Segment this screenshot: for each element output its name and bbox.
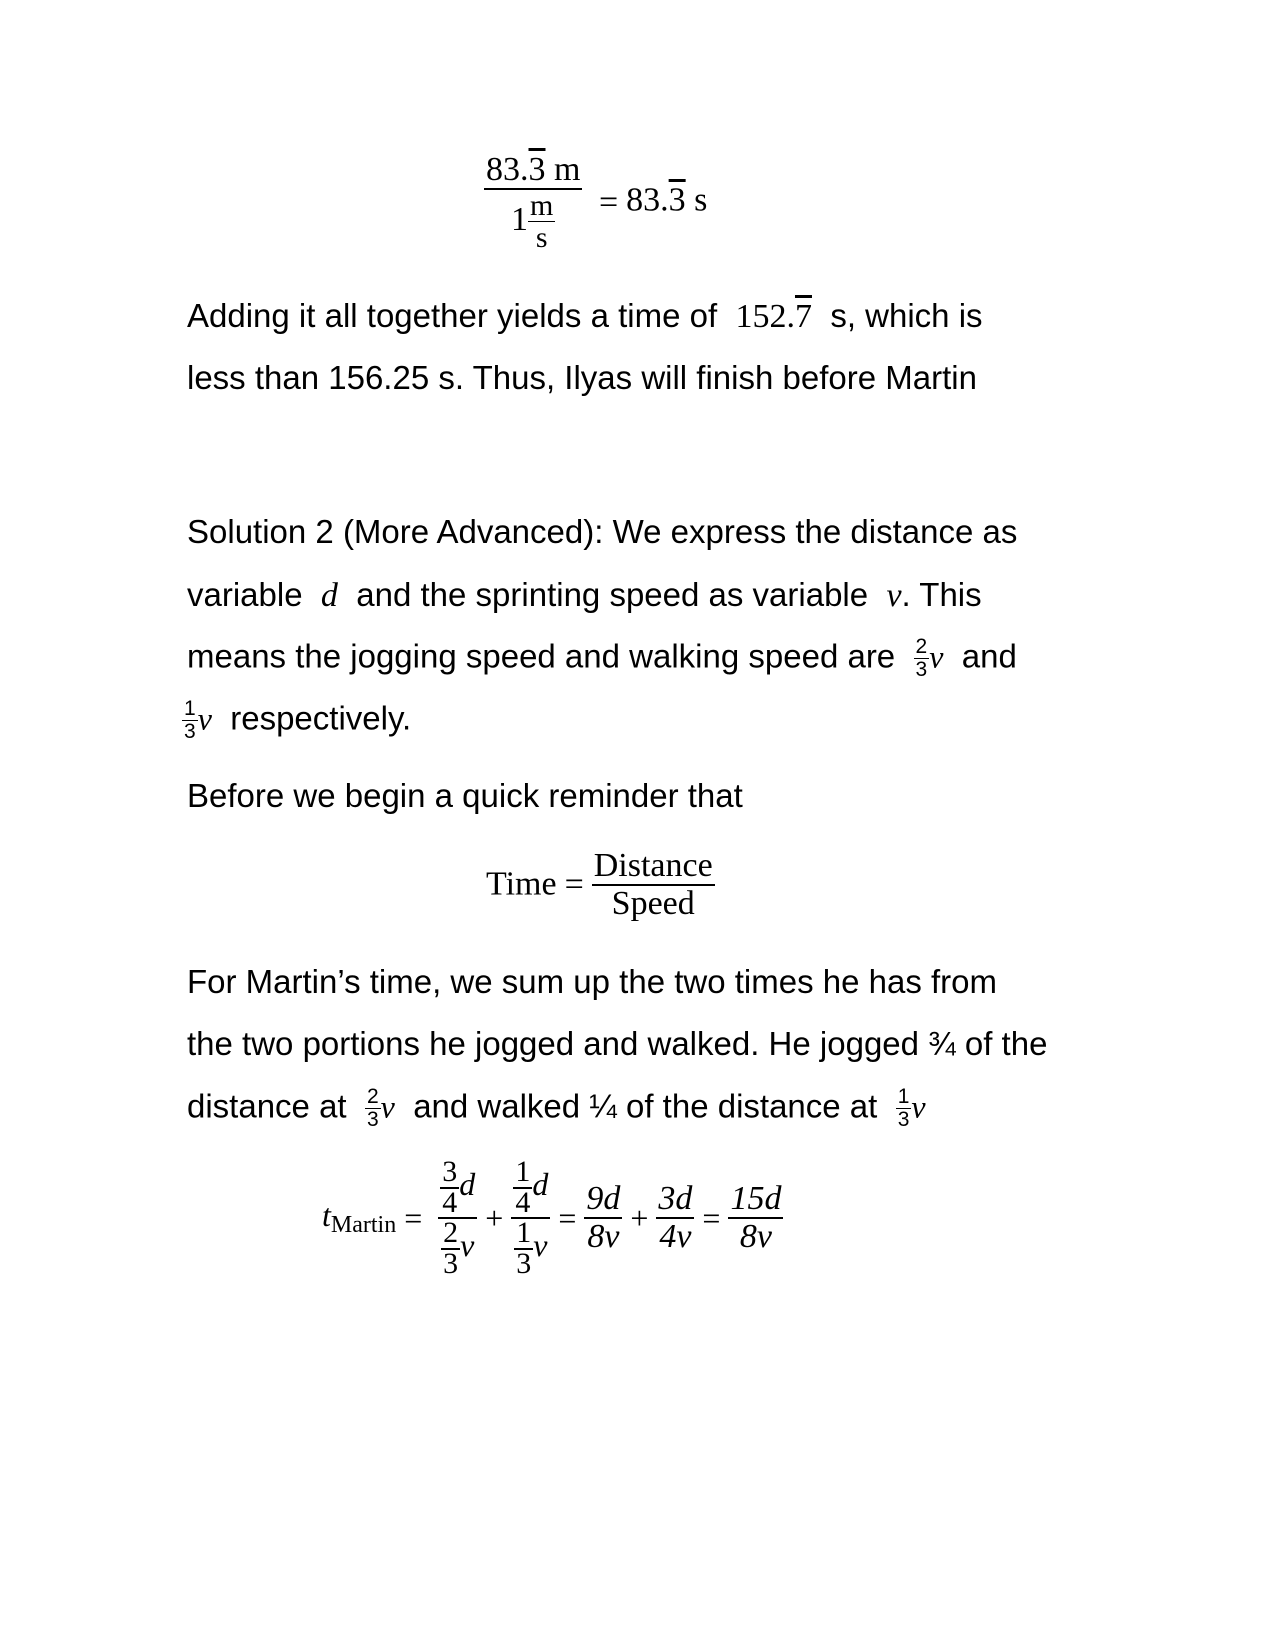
variable-d: d <box>532 1165 549 1202</box>
text-line: less than 156.25 s. Thus, Ilyas will finish before Martin <box>187 359 977 396</box>
numerator: 3d <box>658 1180 693 1218</box>
numerator: 2 <box>915 635 928 658</box>
denominator: 4 <box>442 1185 458 1219</box>
text-line <box>187 636 1017 681</box>
repeating-digit: 3 <box>668 181 686 219</box>
equals-sign: = <box>404 1199 423 1236</box>
text-line: Before we begin a quick reminder that <box>187 777 743 814</box>
text: distance at <box>187 1087 347 1125</box>
fraction-one-quarter <box>513 1155 532 1219</box>
fraction-distance-over-speed <box>484 152 582 254</box>
denominator: 3 <box>516 1246 532 1280</box>
fraction-one-third <box>514 1216 533 1280</box>
numerator <box>438 1155 477 1219</box>
text-line: For Martin’s time, we sum up the two times he has from <box>187 963 997 1000</box>
variable-d: d <box>320 577 338 614</box>
variable-v: v <box>380 1088 395 1125</box>
text-line <box>187 575 982 616</box>
numerator <box>511 1155 550 1219</box>
numerator: 2 <box>366 1085 379 1108</box>
variable-v: v <box>886 577 902 614</box>
denominator: 4v <box>659 1218 692 1255</box>
fraction-15d-8v <box>728 1181 783 1254</box>
fraction-3d-4v <box>656 1181 694 1254</box>
compound-fraction-jog <box>438 1155 477 1280</box>
equation-martin-time <box>322 1155 783 1280</box>
fraction-denominator <box>509 190 557 254</box>
compound-fraction-walk <box>511 1155 550 1280</box>
unit: s <box>535 221 548 255</box>
number: 152. <box>735 298 795 335</box>
text: . This <box>901 576 982 613</box>
equals-sign: = <box>598 183 619 221</box>
fraction-two-thirds <box>914 636 930 681</box>
fraction-three-quarters <box>440 1155 459 1219</box>
t-martin <box>322 1197 397 1238</box>
text: means the jogging speed and walking speed are <box>187 637 896 675</box>
numerator: 2 <box>443 1216 459 1249</box>
repeating-digit: 7 <box>794 298 812 335</box>
unit: m <box>530 188 554 222</box>
denominator: Speed <box>611 884 695 922</box>
text: Adding it all together yields a time of <box>187 297 718 334</box>
unit: m <box>554 151 581 188</box>
equals-sign: = <box>564 865 584 903</box>
denominator <box>512 1216 549 1280</box>
variable-v: v <box>533 1226 548 1263</box>
fraction-9d-8v <box>584 1181 622 1254</box>
denominator <box>439 1216 476 1280</box>
number: 1 <box>511 200 529 238</box>
equals-sign: = <box>558 1199 577 1236</box>
text: and <box>961 637 1017 675</box>
number: 83. <box>486 151 529 188</box>
denominator: 3 <box>184 720 196 744</box>
numerator: 1 <box>184 697 196 720</box>
text: variable <box>187 576 303 613</box>
text-line <box>182 698 411 743</box>
numerator: 9d <box>586 1180 621 1218</box>
text: respectively. <box>230 699 412 737</box>
denominator: 3 <box>443 1246 459 1280</box>
variable-v: v <box>197 700 212 737</box>
text-line: the two portions he jogged and walked. He jogged ¾ of the <box>187 1025 1048 1062</box>
numerator: 1 <box>897 1085 910 1108</box>
variable-v: v <box>911 1088 926 1125</box>
fraction-two-thirds <box>365 1086 381 1131</box>
numerator: Distance <box>593 847 713 884</box>
plus-sign: + <box>485 1199 504 1236</box>
fraction-one-third <box>182 698 198 743</box>
text-line <box>187 296 983 337</box>
denominator: 8v <box>739 1218 772 1255</box>
text: and the sprinting speed as variable <box>356 576 869 613</box>
unit-fraction <box>528 190 555 254</box>
denominator: 8v <box>587 1218 620 1255</box>
subscript-martin: Martin <box>330 1212 397 1238</box>
text: and walked ¼ of the distance at <box>413 1087 878 1125</box>
equation-unit-conversion <box>484 152 707 254</box>
fraction-distance-over-speed <box>592 848 715 921</box>
denominator: 3 <box>915 658 928 682</box>
numerator: 15d <box>730 1180 782 1218</box>
time-label: Time <box>486 865 557 903</box>
denominator: 4 <box>515 1185 531 1219</box>
denominator: 3 <box>897 1108 910 1132</box>
text: s, which is <box>830 297 983 334</box>
repeating-digit: 3 <box>528 151 546 188</box>
numerator: 1 <box>516 1216 532 1249</box>
variable-v: v <box>929 638 944 675</box>
variable-v: v <box>460 1226 475 1263</box>
fraction-numerator <box>484 152 582 190</box>
unit: s <box>694 181 708 219</box>
result-number: 83. <box>626 181 669 219</box>
variable-d: d <box>459 1165 476 1202</box>
plus-sign: + <box>630 1199 649 1236</box>
fraction-one-third <box>896 1086 912 1131</box>
fraction-two-thirds <box>441 1216 460 1280</box>
equation-time-formula <box>486 848 715 921</box>
numerator: 3 <box>442 1155 458 1188</box>
numerator: 1 <box>515 1155 531 1188</box>
text-line: Solution 2 (More Advanced): We express the distance as <box>187 513 1018 550</box>
denominator: 3 <box>366 1108 379 1132</box>
equals-sign: = <box>702 1199 721 1236</box>
text-line <box>187 1086 926 1131</box>
variable-t: t <box>322 1197 331 1233</box>
